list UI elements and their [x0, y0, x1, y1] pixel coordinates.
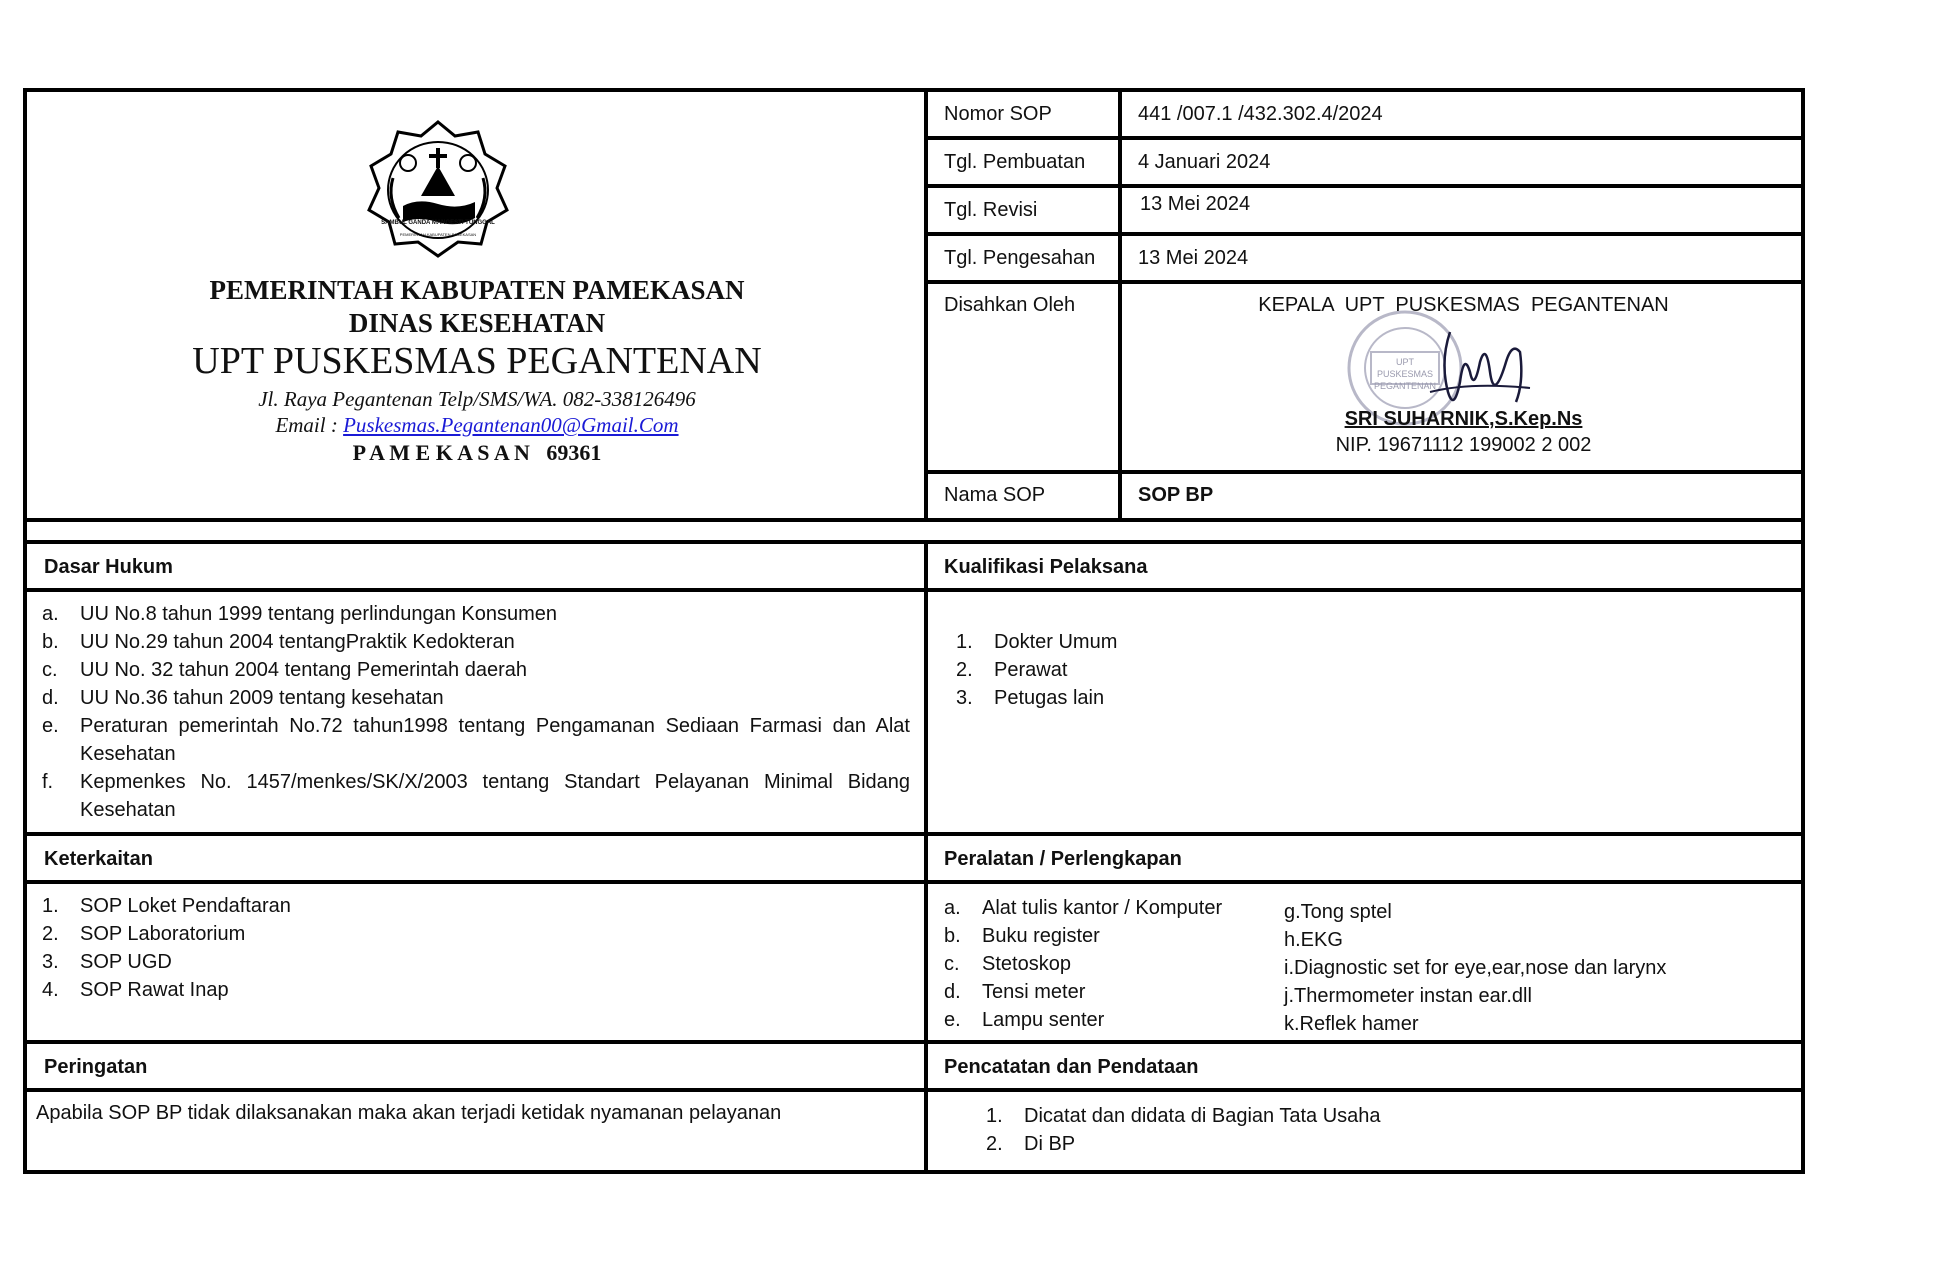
list-item: k.Reflek hamer	[1284, 1013, 1419, 1035]
peralatan-title: Peralatan / Perlengkapan	[944, 848, 1182, 870]
list-item: 2. Di BP	[986, 1133, 1076, 1155]
pencatatan-list	[986, 1102, 1786, 1158]
peringatan-title: Peringatan	[44, 1056, 148, 1078]
list-item: e. Lampu senter	[944, 1009, 1105, 1031]
pencatatan-title: Pencatatan dan Pendataan	[944, 1056, 1199, 1078]
list-item: a. UU No.8 tahun 1999 tentang perlindungan Konsumen	[42, 603, 558, 625]
meta-row-line	[924, 470, 1805, 474]
section-line	[23, 832, 1805, 836]
nomor-sop-label: Nomor SOP	[944, 103, 1052, 125]
gov-name: PEMERINTAH KABUPATEN PAMEKASAN	[209, 275, 745, 305]
kualifikasi-list	[956, 628, 1776, 712]
dasar-hukum-title: Dasar Hukum	[44, 556, 173, 578]
header-bottom-line	[23, 518, 1805, 522]
list-item: 3. SOP UGD	[42, 951, 172, 973]
tgl-pengesahan-label: Tgl. Pengesahan	[944, 247, 1096, 269]
meta-row-line	[924, 280, 1805, 284]
nama-sop-value: SOP BP	[1138, 484, 1214, 506]
list-item: b. UU No.29 tahun 2004 tentangPraktik Kedokteran	[42, 631, 515, 653]
section-top-line	[23, 540, 1805, 544]
tgl-pembuatan-label: Tgl. Pembuatan	[944, 151, 1086, 173]
keterkaitan-list	[42, 892, 910, 1004]
list-item: d. UU No.36 tahun 2009 tentang kesehatan	[42, 687, 444, 709]
list-item: f. Kepmenkes No. 1457/menkes/SK/X/2003 tentang Standart Pelayanan Minimal Bidang Kesehatan	[42, 771, 910, 821]
list-item: j.Thermometer instan ear.dll	[1284, 985, 1532, 1007]
unit-name: UPT PUSKESMAS PEGANTENAN	[192, 340, 762, 382]
list-item: 4. SOP Rawat Inap	[42, 979, 229, 1001]
logo-caption: PEMERINTAH KABUPATEN PAMEKASAN	[399, 232, 477, 237]
tgl-pengesahan-value: 13 Mei 2024	[1138, 247, 1249, 269]
nomor-sop-value: 441 /007.1 /432.302.4/2024	[1138, 103, 1383, 125]
section-line	[23, 1040, 1805, 1044]
email-label: Email :	[275, 413, 338, 437]
list-item: c. Stetoskop	[944, 953, 1071, 975]
list-item: i.Diagnostic set for eye,ear,nose dan larynx	[1284, 957, 1667, 979]
city-line: P A M E K A S A N 69361	[352, 440, 602, 465]
list-item: b. Buku register	[944, 925, 1100, 947]
list-item: 1. SOP Loket Pendaftaran	[42, 895, 291, 917]
section-line	[23, 880, 1805, 884]
address-line: Jl. Raya Pegantenan Telp/SMS/WA. 082-338126496	[258, 387, 696, 411]
signer-name: SRI SUHARNIK,S.Kep.Ns	[1344, 408, 1583, 430]
section-line	[23, 1088, 1805, 1092]
list-item: a. Alat tulis kantor / Komputer	[944, 897, 1223, 919]
keterkaitan-title: Keterkaitan	[44, 848, 153, 870]
peralatan-list-right	[1284, 898, 1794, 1038]
tgl-revisi-label: Tgl. Revisi	[944, 199, 1038, 221]
dept-name: DINAS KESEHATAN	[348, 308, 606, 338]
email-line	[30, 413, 924, 438]
kualifikasi-title: Kualifikasi Pelaksana	[944, 556, 1148, 578]
list-item: 1. Dokter Umum	[956, 631, 1118, 653]
disahkan-oleh-label: Disahkan Oleh	[944, 294, 1076, 316]
email-link[interactable]: Puskesmas.Pegantenan00@Gmail.Com	[343, 413, 679, 437]
tgl-pembuatan-value: 4 Januari 2024	[1138, 151, 1271, 173]
logo-motto: SAMBUL GANDA MANGESTI TUNGGAL	[381, 220, 495, 226]
list-item: g.Tong sptel	[1284, 901, 1392, 923]
meta-row-line	[924, 232, 1805, 236]
list-item: d. Tensi meter	[944, 981, 1086, 1003]
column-divider-lower	[924, 544, 928, 1174]
stamp-text: UPT PUSKESMAS PEGANTENAN	[1373, 357, 1436, 391]
list-item: e. Peraturan pemerintah No.72 tahun1998 tentang Pengamanan Sediaan Farmasi dan Alat Kesehatan	[42, 715, 910, 765]
signer-nip: NIP. 19671112 199002 2 002	[1335, 434, 1592, 456]
meta-row-line	[924, 136, 1805, 140]
regency-logo	[363, 118, 513, 258]
nama-sop-label: Nama SOP	[944, 484, 1046, 506]
peralatan-list-left	[944, 894, 1274, 1034]
dasar-hukum-list	[42, 600, 910, 824]
column-divider	[924, 88, 928, 522]
list-item: c. UU No. 32 tahun 2004 tentang Pemerintah daerah	[42, 659, 527, 681]
meta-row-line	[924, 184, 1805, 188]
peringatan-text: Apabila SOP BP tidak dilaksanakan maka akan terjadi ketidak nyamanan pelayanan	[36, 1102, 782, 1124]
list-item: h.EKG	[1284, 929, 1343, 951]
signature	[1420, 322, 1540, 422]
list-item: 3. Petugas lain	[956, 687, 1105, 709]
list-item: 2. SOP Laboratorium	[42, 923, 246, 945]
section-line	[23, 588, 1805, 592]
approver-title: KEPALA UPT PUSKESMAS PEGANTENAN	[1258, 294, 1669, 316]
list-item: 2. Perawat	[956, 659, 1068, 681]
list-item: 1. Dicatat dan didata di Bagian Tata Usaha	[986, 1105, 1381, 1127]
tgl-revisi-value: 13 Mei 2024	[1140, 193, 1251, 215]
